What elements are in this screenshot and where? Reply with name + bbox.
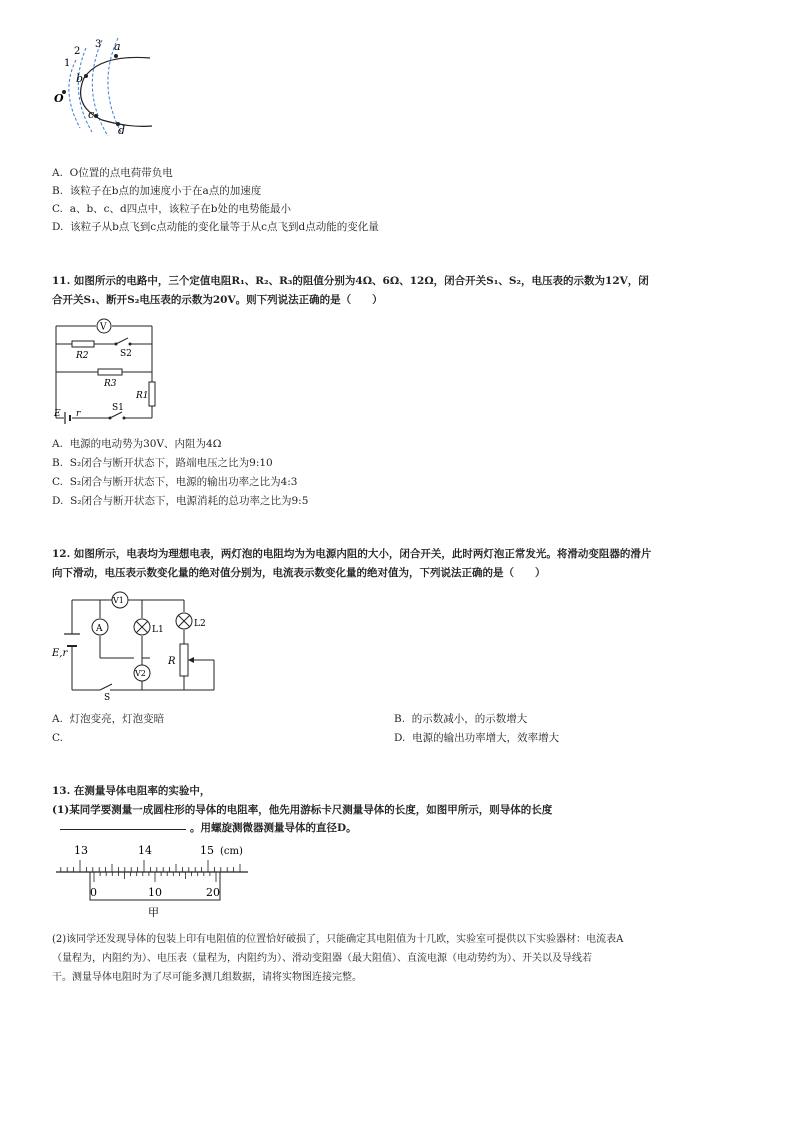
label-c: c bbox=[88, 108, 95, 121]
point-c bbox=[94, 114, 98, 118]
q10-option-d[interactable] bbox=[52, 220, 379, 234]
option-letter: B. bbox=[52, 457, 64, 469]
main-label-15: 15 bbox=[200, 844, 214, 857]
option-text: O位置的点电荷带负电 bbox=[69, 167, 173, 179]
q12-option-b[interactable] bbox=[394, 712, 527, 726]
label-O: O bbox=[54, 92, 64, 105]
option-letter: C. bbox=[52, 203, 63, 215]
label-L1: L1 bbox=[152, 625, 164, 635]
option-text: 电源的电动势为30V、内阻为4Ω bbox=[69, 438, 222, 450]
vernier-label-20: 20 bbox=[206, 886, 220, 899]
q12-stem-line2: 向下滑动，电压表示数变化量的绝对值分别为，电流表示数变化量的绝对值为，下列说法正确的是（ ） bbox=[52, 567, 546, 579]
main-label-14: 14 bbox=[138, 844, 152, 857]
label-R3: R3 bbox=[104, 379, 117, 389]
figure-caption: 甲 bbox=[148, 906, 159, 919]
q11-option-c[interactable] bbox=[52, 475, 298, 489]
resistor-R2 bbox=[72, 341, 94, 347]
label-d: d bbox=[118, 124, 126, 136]
label-b: b bbox=[76, 72, 84, 85]
vernier-label-10: 10 bbox=[148, 886, 162, 899]
option-letter: A. bbox=[52, 438, 63, 450]
option-letter: D. bbox=[394, 732, 406, 744]
q12-option-d[interactable] bbox=[394, 731, 559, 745]
option-text: 的示数减小，的示数增大 bbox=[411, 713, 528, 725]
q13-title: 13. 在测量导体电阻率的实验中， bbox=[52, 785, 211, 797]
point-a bbox=[114, 54, 118, 58]
option-letter: A. bbox=[52, 167, 63, 179]
label-a: a bbox=[114, 40, 121, 53]
q10-option-b[interactable] bbox=[52, 184, 261, 198]
label-S1: S1 bbox=[112, 403, 124, 413]
label-Er: E,r bbox=[52, 648, 68, 659]
vernier-caliper-figure bbox=[52, 840, 252, 920]
q11-stem-line2: 合开关S₁、断开S₂电压表的示数为20V。则下列说法正确的是（ ） bbox=[52, 294, 383, 306]
q10-option-c[interactable] bbox=[52, 202, 291, 216]
label-V1: V1 bbox=[113, 596, 124, 605]
label-R1: R1 bbox=[136, 391, 149, 401]
label-S2: S2 bbox=[120, 349, 132, 359]
option-text: 灯泡变亮，灯泡变暗 bbox=[69, 713, 165, 725]
voltmeter-label: V bbox=[100, 322, 107, 333]
option-letter: B. bbox=[394, 713, 406, 725]
q11-option-d[interactable] bbox=[52, 494, 308, 508]
label-E: E bbox=[54, 409, 61, 419]
label-S: S bbox=[104, 693, 111, 702]
option-text: 电源的输出功率增大，效率增大 bbox=[412, 732, 560, 744]
label-1: 1 bbox=[64, 58, 71, 69]
option-letter: D. bbox=[52, 495, 64, 507]
option-letter: D. bbox=[52, 221, 64, 233]
label-R: R bbox=[168, 656, 176, 667]
label-A: A bbox=[96, 624, 103, 634]
q13-part1: (1)某同学要测量一成圆柱形的导体的电阻率，他先用游标卡尺测量导体的长度，如图甲所示，则导体的长度 bbox=[52, 804, 553, 816]
main-label-13: 13 bbox=[74, 844, 88, 857]
option-text: S₂闭合与断开状态下，路端电压之比为9:10 bbox=[69, 457, 273, 469]
q13-part2-line3: 干。测量导体电阻时为了尽可能多测几组数据，请将实物图连接完整。 bbox=[52, 972, 362, 983]
rheostat-R bbox=[180, 644, 188, 676]
vernier-label-0: 0 bbox=[90, 886, 97, 899]
label-2: 2 bbox=[74, 46, 81, 57]
option-letter: C. bbox=[52, 732, 63, 744]
unit-label: (cm) bbox=[220, 846, 243, 857]
q11-circuit-figure bbox=[50, 314, 162, 424]
option-text: a、b、c、d四点中，该粒子在b处的电势能最小 bbox=[69, 203, 291, 215]
q11-option-a[interactable] bbox=[52, 437, 221, 451]
q12-circuit-figure bbox=[50, 590, 220, 702]
label-3: 3 bbox=[95, 39, 102, 50]
q12-option-c[interactable] bbox=[52, 731, 70, 745]
option-text: 该粒子在b点的加速度小于在a点的加速度 bbox=[69, 185, 262, 197]
q13-answer-blank[interactable] bbox=[60, 829, 186, 830]
option-letter: C. bbox=[52, 476, 63, 488]
option-letter: A. bbox=[52, 713, 63, 725]
q13-part2-line2: （量程为，内阻约为）、电压表（量程为，内阻约为）、滑动变阻器（最大阻值）、直流电源（电动势约为）、开关以及导线若 bbox=[52, 953, 592, 964]
q11-option-b[interactable] bbox=[52, 456, 273, 470]
q10-field-figure bbox=[50, 36, 160, 136]
option-text: 该粒子从b点飞到c点动能的变化量等于从c点飞到d点动能的变化量 bbox=[70, 221, 379, 233]
label-L2: L2 bbox=[194, 619, 206, 629]
q12-option-a[interactable] bbox=[52, 712, 164, 726]
label-R2: R2 bbox=[76, 351, 89, 361]
q12-stem-line1: 12. 如图所示，电表均为理想电表，两灯泡的电阻均为为电源内阻的大小，闭合开关，此时两灯泡正常发光。将滑动变阻器的滑片 bbox=[52, 548, 652, 560]
q13-part2-line1: (2)该同学还发现导体的包装上印有电阻值的位置恰好破损了，只能确定其电阻值为十几欧，实验室可提供以下实验器材：电流表A bbox=[52, 934, 624, 945]
label-V2: V2 bbox=[135, 669, 146, 678]
label-r: r bbox=[76, 409, 81, 419]
resistor-R3 bbox=[98, 369, 122, 375]
q13-part2 bbox=[52, 930, 752, 987]
q13-part1b: 。用螺旋测微器测量导体的直径D。 bbox=[190, 822, 357, 834]
option-letter: B. bbox=[52, 185, 64, 197]
resistor-R1 bbox=[149, 382, 155, 406]
q11-stem-line1: 11. 如图所示的电路中，三个定值电阻R₁、R₂、R₃的阻值分别为4Ω、6Ω、12Ω，闭合开关S₁、S₂，电压表的示数为12V，闭 bbox=[52, 275, 649, 287]
point-b bbox=[84, 74, 88, 78]
option-text: S₂闭合与断开状态下，电源消耗的总功率之比为9:5 bbox=[70, 495, 309, 507]
option-text: S₂闭合与断开状态下，电源的输出功率之比为4:3 bbox=[69, 476, 298, 488]
q10-option-a[interactable] bbox=[52, 166, 173, 180]
